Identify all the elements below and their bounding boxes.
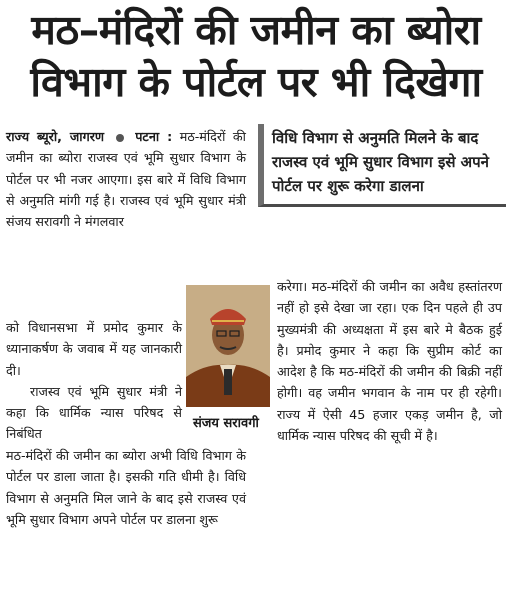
headline-line-2: विभाग के पोर्टल पर भी दिखेगा: [30, 58, 482, 106]
body-paragraph-3: राजस्व एवं भूमि सुधार मंत्री ने कहा कि धार्मिक न्यास परिषद से निबंधित: [6, 383, 182, 442]
byline-source: राज्य ब्यूरो, जागरण: [6, 129, 105, 144]
body-paragraph-1: मठ-मंदिरों की जमीन का ब्योरा राजस्व एवं भूमि सुधार विभाग के पोर्टल पर भी नजर आएगा। इस बारे में विधि विभाग से अनुमति मांगी गई है। राजस्व एवं भूमि सुधार मंत्री संजय सरावगी ने मंगलवार: [6, 129, 246, 230]
byline-place: पटना :: [135, 129, 173, 144]
headline-line-1: मठ–मंदिरों की जमीन का ब्योरा: [31, 6, 481, 54]
body-column-right: [277, 276, 502, 446]
pull-quote: विधि विभाग से अनुमति मिलने के बाद राजस्व एवं भूमि सुधार विभाग इसे अपने पोर्टल पर शुरू करेगा डालना: [258, 124, 506, 207]
byline-dot-icon: [116, 134, 124, 142]
body-column-left-top: [6, 126, 246, 232]
portrait-image: [186, 285, 270, 407]
body-paragraph-4: मठ-मंदिरों की जमीन का ब्योरा अभी विधि विभाग के पोर्टल पर डाला जाता है। इसकी गति धीमी है। विधि विभाग से अनुमति मिल जाने के बाद इसे राजस्व एवं भूमि सुधार विभाग अपने पोर्टल पर डालना शुरू: [6, 448, 246, 527]
minister-photo: [186, 285, 270, 407]
photo-caption: संजय सरावगी: [193, 416, 259, 431]
body-column-left-wrap: [6, 317, 182, 445]
body-paragraph-2: को विधानसभा में प्रमोद कुमार के ध्यानाकर्षण के जवाब में यह जानकारी दी।: [6, 320, 182, 378]
body-paragraph-5: करेगा। मठ-मंदिरों की जमीन का अवैध हस्तांतरण नहीं हो इसे देखा जा रहा। एक दिन पहले ही उप मुख्यमंत्री की अध्यक्षता में इस बारे मे बैठक हुई है। प्रमोद कुमार ने कहा कि सुप्रीम कोर्ट का आदेश है कि मठ-मंदिरों की जमीन की बिक्री नहीं होगी। वह जमीन भगवान के नाम पर ही रहेगी। राज्य में ऐसी 45 हजार एकड़ जमीन है, जो धार्मिक न्यास परिषद की सूची में है।: [277, 279, 502, 444]
body-column-left-bottom: [6, 445, 246, 530]
